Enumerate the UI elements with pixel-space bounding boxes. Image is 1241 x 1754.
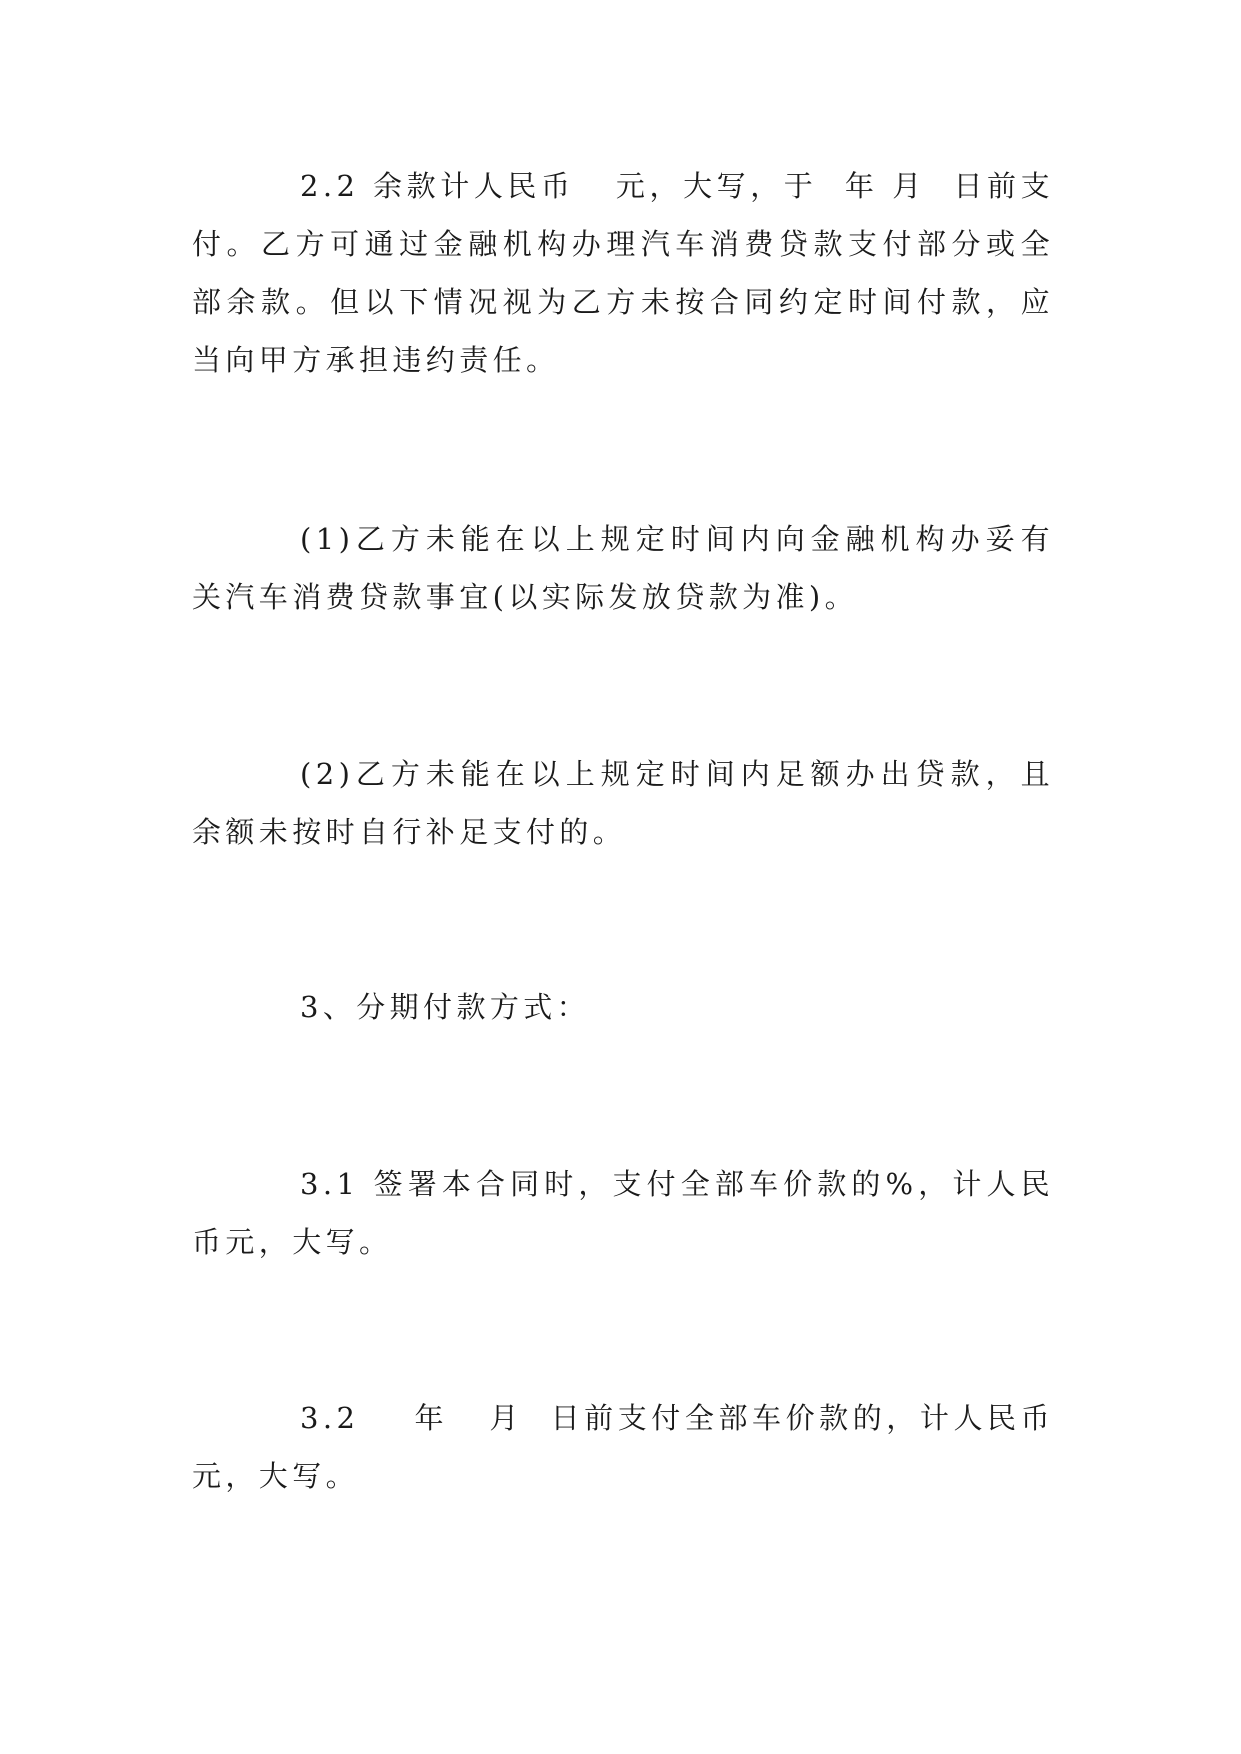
paragraph-installment-3-1: 3.1 签署本合同时，支付全部车价款的%，计人民币元，大写。 <box>192 1167 1054 1259</box>
paragraph-condition-2: (2)乙方未能在以上规定时间内足额办出贷款，且余额未按时自行补足支付的。 <box>192 757 1054 849</box>
paragraph-balance-payment: 2.2 余款计人民币 元，大写，于 年 月 日前支付。乙方可通过金融机构办理汽车消费贷款支付部分或全部余款。但以下情况视为乙方未按合同约定时间付款，应当向甲方承担违约责任。 <box>192 169 1054 377</box>
paragraph-condition-1: (1)乙方未能在以上规定时间内向金融机构办妥有关汽车消费贷款事宜(以实际发放贷款为准)。 <box>192 522 1054 614</box>
section-heading-installment: 3、分期付款方式： <box>300 990 591 1024</box>
paragraph-installment-3-2: 3.2 年 月 日前支付全部车价款的，计人民币元，大写。 <box>192 1401 1054 1493</box>
